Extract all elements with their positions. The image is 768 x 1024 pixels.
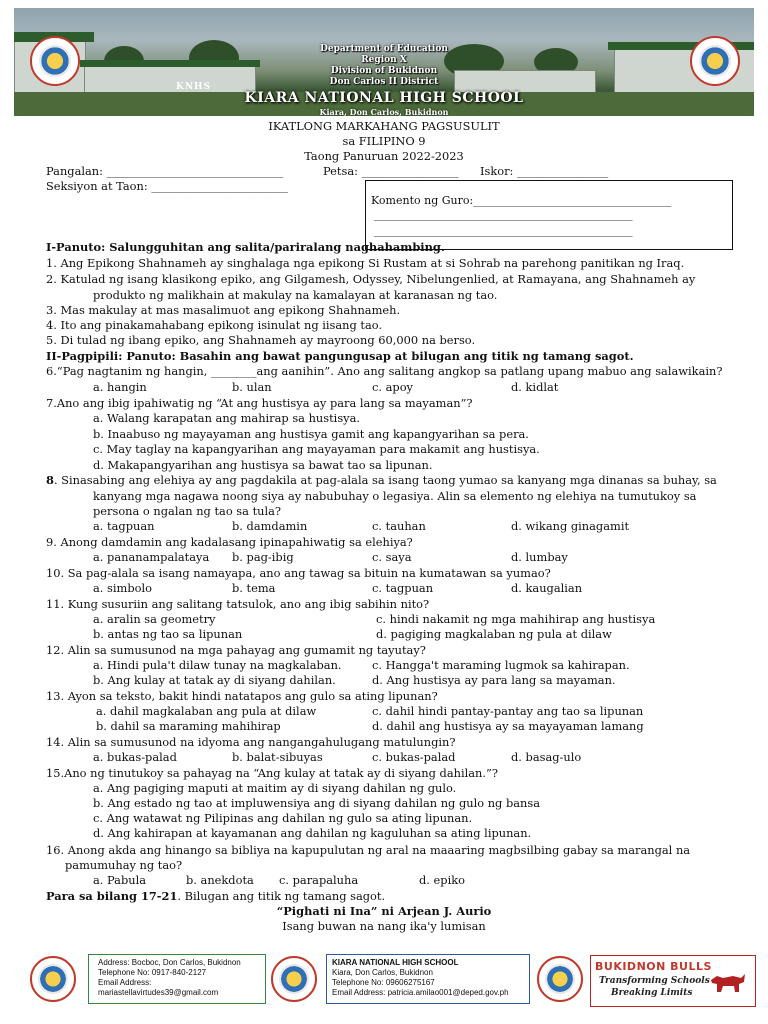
q7-choice-d[interactable]: d. Makapangyarihan ang hustisya sa bawat tao sa lipunan. <box>93 458 433 472</box>
q14-choice-c[interactable]: c. bukas-palad <box>372 750 456 764</box>
q7-choice-b[interactable]: b. Inaabuso ng mayayaman ang hustisya gamit ang kapangyarihan sa pera. <box>93 427 529 441</box>
q7-choice-a[interactable]: a. Walang karapatan ang mahirap sa hustisya. <box>93 411 361 425</box>
part2-heading: II-Pagpipili: Panuto: Basahin ang bawat pangungusap at bilugan ang titik ng tamang sagot. <box>46 349 634 363</box>
para-instruction-text: . Bilugan ang titik ng tamang sagot. <box>177 889 386 903</box>
q10-choice-c[interactable]: c. tagpuan <box>372 581 434 595</box>
q9-choice-a[interactable]: a. pananampalataya <box>93 550 210 564</box>
q6-choice-a[interactable]: a. hangin <box>93 380 147 394</box>
q8-text-line-3: persona o ngalan ng tao sa tula? <box>93 504 282 518</box>
dept-line-4: Don Carlos II District <box>329 77 439 87</box>
q12-choice-c[interactable]: c. Hangga't maraming lugmok sa kahirapan. <box>372 658 630 672</box>
bull-icon <box>709 970 747 996</box>
q6-text: 6.“Pag nagtanim ng hangin, ________ang aanihin”. Ano ang salitang angkop sa patlang upang mabuo ang salawikain? <box>46 364 723 378</box>
part1-item-3: 3. Mas makulay at mas masalimuot ang epikong Shahnameh. <box>46 303 401 317</box>
q12-choice-b[interactable]: b. Ang kulay at tatak ay di siyang dahilan. <box>93 673 336 687</box>
footer-box2-line-1: KIARA NATIONAL HIGH SCHOOL <box>332 958 459 967</box>
part1-item-5: 5. Di tulad ng ibang epiko, ang Shahnameh ay mayroong 60,000 na berso. <box>46 333 476 347</box>
q8-choice-a[interactable]: a. tagpuan <box>93 519 155 533</box>
school-banner <box>14 8 754 116</box>
footer-box2-line-3: Telephone No: 09606275167 <box>332 978 435 987</box>
q13-text: 13. Ayon sa teksto, bakit hindi natatapos ang gulo sa ating lipunan? <box>46 689 438 703</box>
bukidnon-bulls-logo <box>590 955 756 1007</box>
poem-line-1: Isang buwan na nang ika'y lumisan <box>282 919 486 933</box>
footer-box2-line-4: Email Address: patricia.amilao001@deped.gov.ph <box>332 988 509 997</box>
q16-choice-d[interactable]: d. epiko <box>419 873 465 887</box>
q9-choice-c[interactable]: c. saya <box>372 550 412 564</box>
dept-line-3: Division of Bukidnon <box>330 66 438 76</box>
q15-text: 15.Ano ng tinutukoy sa pahayag na “Ang kulay at tatak ay di siyang dahilan.”? <box>46 766 498 780</box>
q12-choice-d[interactable]: d. Ang hustisya ay para lang sa mayaman. <box>372 673 616 687</box>
part1-item-4: 4. Ito ang pinakamahabang epikong isinulat ng iisang tao. <box>46 318 383 332</box>
exam-title: IKATLONG MARKAHANG PAGSUSULIT <box>268 119 500 133</box>
footer-box1-line-4: mariastellavirtudes39@gmail.com <box>98 988 219 997</box>
footer-box2-line-2: Kiara, Don Carlos, Bukidnon <box>332 968 433 977</box>
q10-choice-d[interactable]: d. kaugalian <box>511 581 583 595</box>
q9-choice-d[interactable]: d. lumbay <box>511 550 568 564</box>
part1-item-2: 2. Katulad ng isang klasikong epiko, ang Gilgamesh, Odyssey, Nibelungenlied, at Ramayana, ang Shahnameh ay <box>46 272 696 286</box>
exam-subject: sa FILIPINO 9 <box>342 134 426 148</box>
q8-choice-c[interactable]: c. tauhan <box>372 519 426 533</box>
q6-choice-d[interactable]: d. kidlat <box>511 380 559 394</box>
q9-choice-b[interactable]: b. pag-ibig <box>232 550 294 564</box>
q11-choice-d[interactable]: d. pagiging magkalaban ng pula at dilaw <box>376 627 612 641</box>
q15-choice-c[interactable]: c. Ang watawat ng Pilipinas ang dahilan ng gulo sa ating lipunan. <box>93 811 473 825</box>
q6-choice-b[interactable]: b. ulan <box>232 380 272 394</box>
q8-text: . Sinasabing ang elehiya ay ang pagdakila at pag-alala sa isang taong yumao sa kanyang mga dinanas sa buhay, sa <box>53 473 717 487</box>
q10-choice-b[interactable]: b. tema <box>232 581 276 595</box>
banner-sign: KNHS <box>176 82 212 92</box>
dept-line-1: Department of Education <box>320 44 448 54</box>
q11-choice-a[interactable]: a. aralin sa geometry <box>93 612 216 626</box>
date-field[interactable]: Petsa: _________________ <box>323 164 459 178</box>
q9-text: 9. Anong damdamin ang kadalasang ipinapahiwatig sa elehiya? <box>46 535 413 549</box>
q6-choice-c[interactable]: c. apoy <box>372 380 413 394</box>
q16-choice-b[interactable]: b. anekdota <box>186 873 254 887</box>
q8-text-line-1 <box>46 473 717 487</box>
q14-choice-b[interactable]: b. balat-sibuyas <box>232 750 323 764</box>
part1-heading: I-Panuto: Salungguhitan ang salita/pariralang naghahambing. <box>46 240 445 254</box>
para-instruction <box>46 889 385 903</box>
q10-choice-a[interactable]: a. simbolo <box>93 581 152 595</box>
q11-text: 11. Kung susuriin ang salitang tatsulok, ano ang ibig sabihin nito? <box>46 597 430 611</box>
q13-choice-c[interactable]: c. dahil hindi pantay-pantay ang tao sa lipunan <box>372 704 644 718</box>
q16-text-line-2: pamumuhay ng tao? <box>65 858 183 872</box>
comment-line-3[interactable]: _______________________________________________ <box>374 224 633 237</box>
school-name: KIARA NATIONAL HIGH SCHOOL <box>244 90 524 106</box>
q8-text-line-2: kanyang mga nagawa noong siya ay nabubuhay o legasiya. Alin sa elemento ng elehiya na tumutukoy sa <box>93 489 697 503</box>
q15-choice-a[interactable]: a. Ang pagiging maputi at maitim ay di siyang dahilan ng gulo. <box>93 781 457 795</box>
q11-choice-b[interactable]: b. antas ng tao sa lipunan <box>93 627 243 641</box>
q15-choice-d[interactable]: d. Ang kahirapan at kayamanan ang dahilan ng kaguluhan sa ating lipunan. <box>93 826 532 840</box>
q12-choice-a[interactable]: a. Hindi pula't dilaw tunay na magkalaban. <box>93 658 342 672</box>
part1-item-2-cont: produkto ng malikhain at makulay na kamalayan at karanasan ng tao. <box>93 288 498 302</box>
dept-line-2: Region X <box>361 55 407 65</box>
q13-choice-b[interactable]: b. dahil sa maraming mahihirap <box>96 719 281 733</box>
q11-choice-c[interactable]: c. hindi nakamit ng mga mahihirap ang hustisya <box>376 612 656 626</box>
footer-box1-line-2: Telephone No: 0917-840-2127 <box>98 968 207 977</box>
score-field[interactable]: Iskor: ________________ <box>480 164 609 178</box>
footer-box1-line-3: Email Address: <box>98 978 152 987</box>
footer-division-seal-logo <box>537 956 583 1002</box>
q14-choice-a[interactable]: a. bukas-palad <box>93 750 177 764</box>
school-year: Taong Panuruan 2022-2023 <box>304 149 464 163</box>
q7-text: 7.Ano ang ibig ipahiwatig ng “At ang hustisya ay para lang sa mayaman”? <box>46 396 473 410</box>
comment-label[interactable]: Komento ng Guro:____________________________________ <box>371 194 672 207</box>
q10-text: 10. Sa pag-alala sa isang namayapa, ano ang tawag sa bituin na kumatawan sa yumao? <box>46 566 551 580</box>
school-address: Kiara, Don Carlos, Bukidnon <box>319 107 449 116</box>
comment-line-2[interactable]: _______________________________________________ <box>374 208 633 221</box>
para-range: Para sa bilang 17-21 <box>46 889 178 903</box>
bulls-brand: BUKIDNON BULLS <box>595 960 712 973</box>
poem-title: “Pighati ni Ina” ni Arjean J. Aurio <box>276 904 492 918</box>
section-field[interactable]: Seksiyon at Taon: ________________________ <box>46 179 289 193</box>
q8-number: 8 <box>46 473 54 487</box>
footer-deped-seal-logo <box>30 956 76 1002</box>
footer-school-seal-logo <box>271 956 317 1002</box>
q14-text: 14. Alin sa sumusunod na idyoma ang nangangahulugang matulungin? <box>46 735 456 749</box>
name-field[interactable]: Pangalan: _______________________________ <box>46 164 284 178</box>
q13-choice-d[interactable]: d. dahil ang hustisya ay sa mayayaman lamang <box>372 719 644 733</box>
q8-choice-d[interactable]: d. wikang ginagamit <box>511 519 630 533</box>
q15-choice-b[interactable]: b. Ang estado ng tao at impluwensiya ang di siyang dahilan ng gulo ng bansa <box>93 796 541 810</box>
q7-choice-c[interactable]: c. May taglay na kapangyarihan ang mayayaman para makamit ang hustisya. <box>93 442 540 456</box>
q16-choice-a[interactable]: a. Pabula <box>93 873 147 887</box>
q8-choice-b[interactable]: b. damdamin <box>232 519 308 533</box>
q12-text: 12. Alin sa sumusunod na mga pahayag ang gumamit ng tayutay? <box>46 643 426 657</box>
part1-item-1: 1. Ang Epikong Shahnameh ay singhalaga nga epikong Si Rustam at si Sohrab na parehong panitikan ng Iraq. <box>46 256 685 270</box>
q16-text-line-1: 16. Anong akda ang hinango sa bibliya na kapupulutan ng aral na maaaring magbsilbing gabay sa marangal na <box>46 843 691 857</box>
bulls-tagline-1: Transforming Schools <box>599 976 710 986</box>
footer-box1-line-1: Address: Bocboc, Don Carlos, Bukidnon <box>98 958 241 967</box>
q16-choice-c[interactable]: c. parapaluha <box>279 873 359 887</box>
q14-choice-d[interactable]: d. basag-ulo <box>511 750 582 764</box>
bulls-tagline-2: Breaking Limits <box>611 988 693 998</box>
q13-choice-a[interactable]: a. dahil magkalaban ang pula at dilaw <box>96 704 317 718</box>
